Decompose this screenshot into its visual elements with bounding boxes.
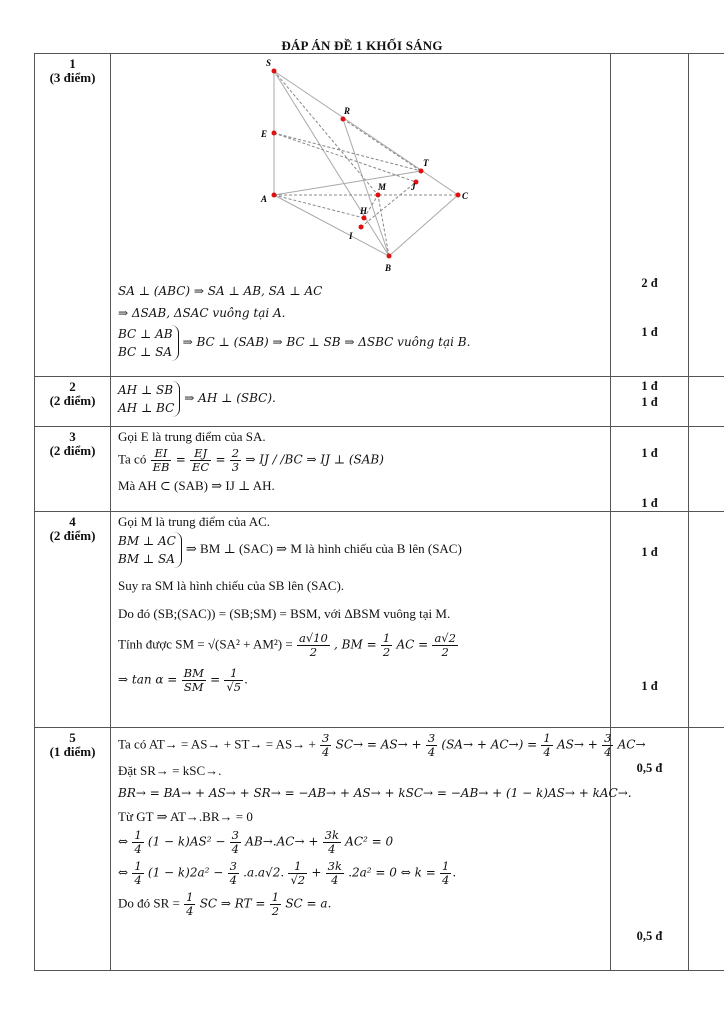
- extra-column: [689, 427, 724, 512]
- question-score: (2 điểm): [49, 443, 96, 458]
- answer-line: Mà AH ⊂ (SAB) ⇒ IJ ⊥ AH.: [118, 478, 275, 493]
- table-row: [35, 377, 724, 427]
- points-value: 1 đ: [641, 379, 658, 393]
- answer-line: BC ⊥ AB BC ⊥ SA ⇒ BC ⊥ (SAB) ⇒ BC ⊥ SB ⇒ ΔSBC vuông tại B.: [118, 327, 471, 359]
- system-brace: BC ⊥ AB BC ⊥ SA: [118, 325, 179, 361]
- label-i: I: [349, 231, 353, 241]
- answer-body: [111, 512, 611, 728]
- pyramid-figure: [111, 54, 610, 284]
- points-value: 1 đ: [641, 545, 658, 559]
- label-m: M: [378, 182, 387, 192]
- label-c: C: [462, 191, 469, 201]
- table-row: [35, 54, 724, 377]
- points-value: 2 đ: [641, 276, 658, 290]
- answer-body: [111, 54, 611, 377]
- points-value: 1 đ: [641, 679, 658, 693]
- answer-line: ⇒ ΔSAB, ΔSAC vuông tại A.: [118, 306, 286, 320]
- points-value: 1 đ: [641, 395, 658, 409]
- points-value: 1 đ: [641, 446, 658, 460]
- label-s: S: [266, 58, 272, 68]
- points-cell: [611, 377, 689, 427]
- answer-line: BM ⊥ AC BM ⊥ SA ⇒ BM ⊥ (SAC) ⇒ M là hình chiếu của B lên (SAC): [118, 534, 462, 566]
- points-value: 1 đ: [641, 325, 658, 339]
- answer-line: Do đó SR = $\frac{1}{4}$ SC ⇒ RT = $\frac{1}{2}$ SC = a.: [118, 890, 332, 918]
- question-score: (1 điểm): [49, 744, 96, 759]
- question-score: (2 điểm): [49, 528, 96, 543]
- system-brace: AH ⊥ SB AH ⊥ BC: [118, 381, 180, 417]
- table-row: [35, 728, 724, 971]
- question-number: 4: [69, 514, 76, 529]
- question-cell: [35, 377, 111, 427]
- table-row: [35, 512, 724, 728]
- answer-line: Đặt SR→ = kSC→.: [118, 763, 222, 778]
- question-number: 3: [69, 429, 76, 444]
- question-cell: [35, 512, 111, 728]
- answer-line: ⇒ tan α = $\frac{BM}{SM}$ = $\frac{1}{√5}$ .: [118, 666, 248, 694]
- points-cell: [611, 54, 689, 377]
- answer-line: Từ GT ⇒ AT→.BR→ = 0: [118, 809, 253, 824]
- points-value: 0,5 đ: [636, 929, 663, 943]
- answer-line: ⇔ $\frac{1}{4}$ (1 − k)2a² − $\frac{3}{4}$ .a.a√2. $\frac{1}{√2}$ + $\frac{3k}{4}$ .2a² = 0 ⇔ k = $\frac{1}{4}$ .: [118, 859, 457, 887]
- answer-body: [111, 427, 611, 512]
- extra-column: [689, 377, 724, 427]
- points-cell: [611, 512, 689, 728]
- question-cell: [35, 54, 111, 377]
- question-cell: [35, 728, 111, 971]
- answer-line: Gọi M là trung điểm của AC.: [118, 514, 271, 529]
- answer-line: Ta có $\frac{EI}{EB}$ = $\frac{EJ}{EC}$ = $\frac{2}{3}$ ⇒ IJ / /BC ⇒ IJ ⊥ (SAB): [118, 446, 384, 474]
- points-value: 1 đ: [641, 496, 658, 510]
- points-value: 0,5 đ: [636, 761, 663, 775]
- answer-line: ⇔ $\frac{1}{4}$ (1 − k)AS² − $\frac{3}{4}$ AB→.AC→ + $\frac{3k}{4}$ AC² = 0: [118, 828, 394, 856]
- answer-line: Gọi E là trung điểm của SA.: [118, 429, 266, 444]
- question-number: 1: [69, 56, 76, 71]
- extra-column: [689, 54, 724, 377]
- answer-line: Ta có AT→ = AS→ + ST→ = AS→ + $\frac{3}{4}$ SC→ = AS→ + $\frac{3}{4}$ (SA→ + AC→) = $\frac{1}{4}$ AS→ + $\frac{3}{4}$ AC→: [118, 731, 646, 759]
- question-number: 5: [69, 730, 76, 745]
- label-b: B: [385, 263, 392, 273]
- answer-line: Do đó (SB;(SAC)) = (SB;SM) = BSM, với ΔBSM vuông tại M.: [118, 606, 451, 621]
- answer-line: AH ⊥ SB AH ⊥ BC ⇒ AH ⊥ (SBC).: [118, 383, 276, 415]
- label-e: E: [261, 129, 268, 139]
- question-score: (2 điểm): [49, 393, 96, 408]
- extra-column: [689, 512, 724, 728]
- table-row: [35, 427, 724, 512]
- answer-body: [111, 728, 646, 971]
- answer-line: BR→ = BA→ + AS→ + SR→ = −AB→ + AS→ + kSC→ = −AB→ + (1 − k)AS→ + kAC→.: [118, 786, 632, 800]
- answer-line: Suy ra SM là hình chiếu của SB lên (SAC).: [118, 578, 345, 593]
- answer-line: Tính được SM = √(SA² + AM²) = $\frac{a√10}{2}$ , BM = $\frac{1}{2}$ AC = $\frac{a√2}{2}$: [118, 631, 456, 659]
- question-number: 2: [69, 379, 76, 394]
- answer-table: [34, 53, 724, 971]
- label-j: J: [411, 182, 416, 192]
- label-r: R: [344, 106, 351, 116]
- question-score: (3 điểm): [49, 70, 96, 85]
- answer-line: SA ⊥ (ABC) ⇒ SA ⊥ AB, SA ⊥ AC: [118, 284, 323, 298]
- page-title: ĐÁP ÁN ĐỀ 1 KHỐI SÁNG: [281, 38, 443, 53]
- label-t: T: [423, 158, 429, 168]
- points-cell: [611, 728, 689, 971]
- extra-column: [689, 728, 724, 971]
- label-h: H: [360, 206, 368, 216]
- points-cell: [611, 427, 689, 512]
- system-brace: BM ⊥ AC BM ⊥ SA: [118, 532, 182, 568]
- answer-body: [111, 377, 611, 427]
- label-a: A: [261, 194, 268, 204]
- question-cell: [35, 427, 111, 512]
